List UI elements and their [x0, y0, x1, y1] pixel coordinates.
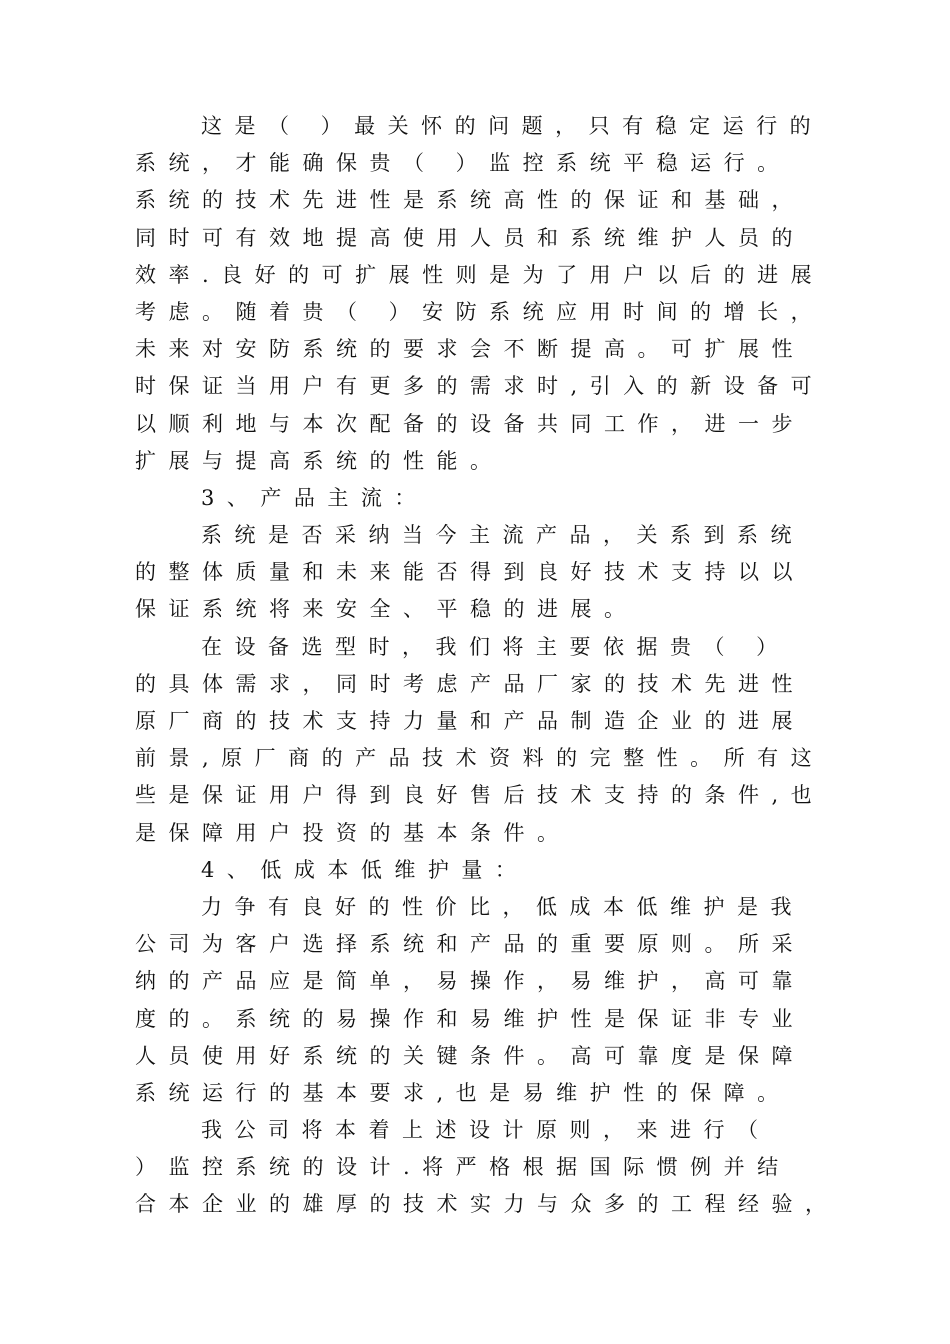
text-line: 合本企业的雄厚的技术实力与众多的工程经验， [135, 1192, 839, 1217]
text-line: 度的。系统的易操作和易维护性是保证非专业 [135, 1006, 805, 1031]
text-line: 这是（ ）最关怀的问题，只有稳定运行的 [201, 114, 824, 138]
text-line: 在设备选型时，我们将主要依据贵（ ） [201, 634, 790, 659]
text-line: 前景,原厂商的产品技术资料的完整性。所有这 [135, 746, 825, 771]
text-line: 效率.良好的可扩展性则是为了用户以后的进展 [135, 262, 825, 287]
text-line: 扩展与提高系统的性能。 [135, 448, 504, 473]
text-line: 系统的技术先进性是系统高性的保证和基础， [135, 188, 805, 213]
text-line: 考虑。随着贵（ ）安防系统应用时间的增长， [135, 299, 825, 324]
text-line: 3、产品主流： [201, 485, 428, 510]
text-line: 力争有良好的性价比，低成本低维护是我 [201, 894, 804, 919]
text-line: 原厂商的技术支持力量和产品制造企业的进展 [135, 709, 805, 733]
text-line: 的整体质量和未来能否得到良好技术支持以以 [135, 560, 805, 585]
text-line: 纳的产品应是简单，易操作，易维护，高可靠 [135, 969, 805, 994]
text-line: 些是保证用户得到良好售后技术支持的条件,也 [135, 783, 825, 808]
text-line: 我公司将本着上述设计原则，来进行（ [201, 1118, 771, 1143]
text-line: 人员使用好系统的关键条件。高可靠度是保障 [135, 1043, 805, 1068]
body-text [135, 108, 839, 1224]
text-line: 未来对安防系统的要求会不断提高。可扩展性 [135, 337, 805, 362]
text-line: 是保障用户投资的基本条件。 [135, 820, 571, 845]
text-line: 系统运行的基本要求,也是易维护性的保障。 [135, 1080, 791, 1105]
text-line: 公司为客户选择系统和产品的重要原则。所采 [135, 932, 805, 957]
text-line: 4、低成本低维护量： [201, 857, 529, 882]
text-line: ）监控系统的设计.将严格根据国际惯例并结 [135, 1155, 791, 1180]
text-line: 保证系统将来安全、平稳的进展。 [135, 597, 638, 622]
text-line: 同时可有效地提高使用人员和系统维护人员的 [135, 225, 805, 250]
text-line: 系统是否采纳当今主流产品，关系到系统 [201, 523, 804, 548]
text-line: 系统，才能确保贵（ ）监控系统平稳运行。 [135, 151, 791, 176]
text-line: 以顺利地与本次配备的设备共同工作，进一步 [135, 411, 805, 436]
text-line: 时保证当用户有更多的需求时,引入的新设备可 [135, 374, 825, 399]
text-line: 的具体需求，同时考虑产品厂家的技术先进性 [135, 671, 805, 696]
